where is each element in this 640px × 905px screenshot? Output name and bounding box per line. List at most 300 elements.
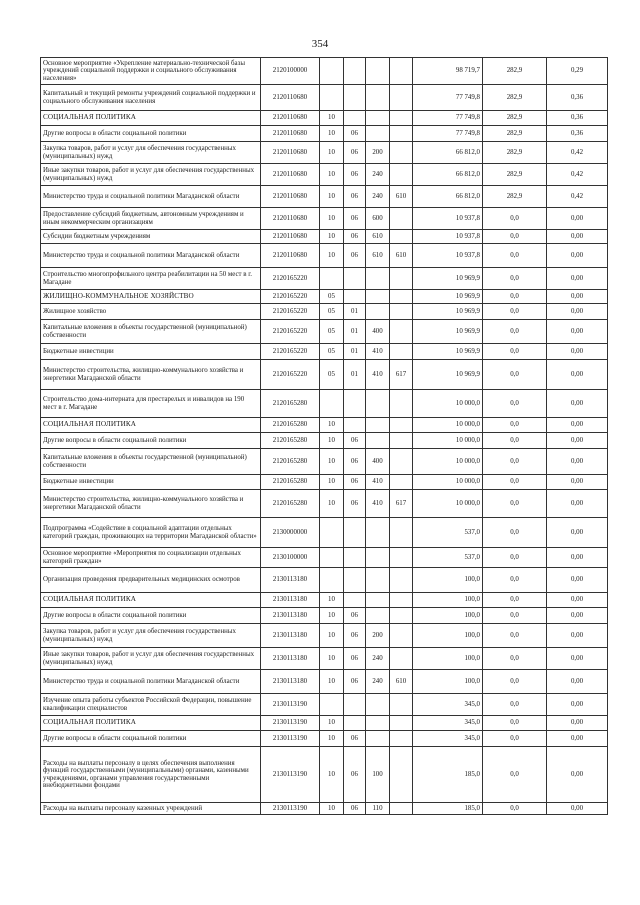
target-article-code: 2120110680 bbox=[261, 126, 320, 142]
target-article-code: 2120165220 bbox=[261, 290, 320, 304]
planned-amount: 345,0 bbox=[413, 731, 483, 747]
executed-amount: 282,9 bbox=[483, 164, 547, 186]
table-row bbox=[41, 244, 608, 268]
planned-amount: 345,0 bbox=[413, 694, 483, 716]
budget-table bbox=[40, 57, 608, 815]
executed-amount: 0,0 bbox=[483, 208, 547, 230]
table-row bbox=[41, 85, 608, 111]
row-name: Иные закупки товаров, работ и услуг для обеспечения государственных (муниципальных) нужд bbox=[41, 164, 261, 186]
executed-amount: 0,0 bbox=[483, 731, 547, 747]
subsection-code: 06 bbox=[344, 670, 366, 694]
subsection-code bbox=[344, 568, 366, 593]
row-name: Закупка товаров, работ и услуг для обеспечения государственных (муниципальных) нужд bbox=[41, 142, 261, 164]
administrator-code bbox=[390, 390, 413, 418]
expense-type-code: 410 bbox=[366, 344, 390, 360]
table-row bbox=[41, 518, 608, 548]
executed-amount: 0,0 bbox=[483, 624, 547, 648]
table-row bbox=[41, 608, 608, 624]
planned-amount: 66 812,0 bbox=[413, 142, 483, 164]
execution-percent: 0,00 bbox=[547, 593, 608, 608]
section-code: 10 bbox=[320, 593, 344, 608]
execution-percent: 0,42 bbox=[547, 186, 608, 208]
expense-type-code bbox=[366, 433, 390, 449]
execution-percent: 0,42 bbox=[547, 142, 608, 164]
expense-type-code: 200 bbox=[366, 624, 390, 648]
executed-amount: 0,0 bbox=[483, 268, 547, 290]
section-code: 10 bbox=[320, 670, 344, 694]
planned-amount: 100,0 bbox=[413, 670, 483, 694]
executed-amount: 0,0 bbox=[483, 670, 547, 694]
administrator-code bbox=[390, 142, 413, 164]
table-row bbox=[41, 648, 608, 670]
administrator-code bbox=[390, 608, 413, 624]
expense-type-code bbox=[366, 304, 390, 320]
subsection-code: 01 bbox=[344, 304, 366, 320]
subsection-code: 06 bbox=[344, 186, 366, 208]
row-name: Строительство многопрофильного центра реабилитации на 50 мест в г. Магадане bbox=[41, 268, 261, 290]
planned-amount: 10 969,9 bbox=[413, 344, 483, 360]
administrator-code bbox=[390, 475, 413, 490]
table-row bbox=[41, 390, 608, 418]
section-code: 10 bbox=[320, 244, 344, 268]
target-article-code: 2130113190 bbox=[261, 694, 320, 716]
executed-amount: 282,9 bbox=[483, 85, 547, 111]
expense-type-code: 240 bbox=[366, 164, 390, 186]
target-article-code: 2120110680 bbox=[261, 244, 320, 268]
administrator-code bbox=[390, 344, 413, 360]
planned-amount: 98 719,7 bbox=[413, 58, 483, 85]
subsection-code: 01 bbox=[344, 344, 366, 360]
execution-percent: 0,36 bbox=[547, 126, 608, 142]
expense-type-code bbox=[366, 390, 390, 418]
planned-amount: 345,0 bbox=[413, 716, 483, 731]
executed-amount: 0,0 bbox=[483, 244, 547, 268]
execution-percent: 0,00 bbox=[547, 360, 608, 390]
section-code: 10 bbox=[320, 747, 344, 803]
execution-percent: 0,00 bbox=[547, 230, 608, 244]
executed-amount: 0,0 bbox=[483, 304, 547, 320]
executed-amount: 0,0 bbox=[483, 475, 547, 490]
administrator-code: 610 bbox=[390, 670, 413, 694]
row-name: СОЦИАЛЬНАЯ ПОЛИТИКА bbox=[41, 111, 261, 126]
target-article-code: 2120165280 bbox=[261, 390, 320, 418]
section-code: 10 bbox=[320, 418, 344, 433]
target-article-code: 2120110680 bbox=[261, 186, 320, 208]
table-row bbox=[41, 320, 608, 344]
row-name: Министерство труда и социальной политики Магаданской области bbox=[41, 186, 261, 208]
row-name: Капитальные вложения в объекты государственной (муниципальной) собственности bbox=[41, 320, 261, 344]
section-code bbox=[320, 85, 344, 111]
planned-amount: 10 969,9 bbox=[413, 320, 483, 344]
execution-percent: 0,00 bbox=[547, 290, 608, 304]
executed-amount: 0,0 bbox=[483, 608, 547, 624]
table-row bbox=[41, 360, 608, 390]
section-code: 10 bbox=[320, 490, 344, 518]
section-code: 10 bbox=[320, 164, 344, 186]
table-row bbox=[41, 268, 608, 290]
administrator-code bbox=[390, 111, 413, 126]
table-row bbox=[41, 568, 608, 593]
section-code: 10 bbox=[320, 608, 344, 624]
table-row bbox=[41, 126, 608, 142]
section-code: 05 bbox=[320, 344, 344, 360]
subsection-code bbox=[344, 694, 366, 716]
subsection-code: 06 bbox=[344, 475, 366, 490]
table-row bbox=[41, 747, 608, 803]
subsection-code: 06 bbox=[344, 490, 366, 518]
target-article-code: 2120110680 bbox=[261, 111, 320, 126]
planned-amount: 66 812,0 bbox=[413, 164, 483, 186]
planned-amount: 10 000,0 bbox=[413, 475, 483, 490]
execution-percent: 0,00 bbox=[547, 320, 608, 344]
planned-amount: 10 937,8 bbox=[413, 230, 483, 244]
subsection-code: 06 bbox=[344, 803, 366, 815]
executed-amount: 0,0 bbox=[483, 449, 547, 475]
expense-type-code: 600 bbox=[366, 208, 390, 230]
executed-amount: 0,0 bbox=[483, 548, 547, 568]
row-name: ЖИЛИЩНО-КОММУНАЛЬНОЕ ХОЗЯЙСТВО bbox=[41, 290, 261, 304]
section-code: 10 bbox=[320, 186, 344, 208]
execution-percent: 0,00 bbox=[547, 390, 608, 418]
subsection-code: 06 bbox=[344, 433, 366, 449]
expense-type-code bbox=[366, 290, 390, 304]
execution-percent: 0,00 bbox=[547, 694, 608, 716]
section-code: 05 bbox=[320, 290, 344, 304]
administrator-code: 610 bbox=[390, 186, 413, 208]
expense-type-code: 410 bbox=[366, 490, 390, 518]
subsection-code bbox=[344, 85, 366, 111]
planned-amount: 10 969,9 bbox=[413, 290, 483, 304]
subsection-code: 06 bbox=[344, 244, 366, 268]
target-article-code: 2130000000 bbox=[261, 518, 320, 548]
execution-percent: 0,00 bbox=[547, 648, 608, 670]
section-code: 10 bbox=[320, 111, 344, 126]
executed-amount: 0,0 bbox=[483, 390, 547, 418]
target-article-code: 2120165220 bbox=[261, 304, 320, 320]
executed-amount: 0,0 bbox=[483, 694, 547, 716]
executed-amount: 0,0 bbox=[483, 518, 547, 548]
table-row bbox=[41, 475, 608, 490]
section-code bbox=[320, 548, 344, 568]
administrator-code bbox=[390, 518, 413, 548]
planned-amount: 10 000,0 bbox=[413, 490, 483, 518]
execution-percent: 0,00 bbox=[547, 433, 608, 449]
table-row bbox=[41, 111, 608, 126]
expense-type-code bbox=[366, 548, 390, 568]
section-code: 05 bbox=[320, 320, 344, 344]
target-article-code: 2120110680 bbox=[261, 85, 320, 111]
execution-percent: 0,00 bbox=[547, 716, 608, 731]
subsection-code: 06 bbox=[344, 230, 366, 244]
subsection-code bbox=[344, 716, 366, 731]
table-row bbox=[41, 164, 608, 186]
execution-percent: 0,00 bbox=[547, 518, 608, 548]
expense-type-code bbox=[366, 85, 390, 111]
planned-amount: 77 749,8 bbox=[413, 126, 483, 142]
executed-amount: 0,0 bbox=[483, 230, 547, 244]
target-article-code: 2130113180 bbox=[261, 568, 320, 593]
row-name: Капитальные вложения в объекты государственной (муниципальной) собственности bbox=[41, 449, 261, 475]
row-name: Расходы на выплаты персоналу казенных учреждений bbox=[41, 803, 261, 815]
table-row bbox=[41, 731, 608, 747]
planned-amount: 10 000,0 bbox=[413, 433, 483, 449]
execution-percent: 0,00 bbox=[547, 803, 608, 815]
planned-amount: 100,0 bbox=[413, 624, 483, 648]
section-code: 10 bbox=[320, 142, 344, 164]
target-article-code: 2120165280 bbox=[261, 418, 320, 433]
executed-amount: 0,0 bbox=[483, 360, 547, 390]
executed-amount: 0,0 bbox=[483, 648, 547, 670]
section-code bbox=[320, 268, 344, 290]
execution-percent: 0,00 bbox=[547, 568, 608, 593]
administrator-code bbox=[390, 126, 413, 142]
expense-type-code: 410 bbox=[366, 475, 390, 490]
execution-percent: 0,00 bbox=[547, 244, 608, 268]
table-row bbox=[41, 142, 608, 164]
subsection-code bbox=[344, 593, 366, 608]
section-code bbox=[320, 390, 344, 418]
administrator-code bbox=[390, 803, 413, 815]
administrator-code bbox=[390, 747, 413, 803]
expense-type-code bbox=[366, 593, 390, 608]
subsection-code bbox=[344, 418, 366, 433]
expense-type-code: 400 bbox=[366, 449, 390, 475]
subsection-code: 06 bbox=[344, 164, 366, 186]
expense-type-code: 240 bbox=[366, 670, 390, 694]
target-article-code: 2130113190 bbox=[261, 716, 320, 731]
section-code: 05 bbox=[320, 304, 344, 320]
row-name: Капитальный и текущий ремонты учреждений социальной поддержки и социального обслуживания населения bbox=[41, 85, 261, 111]
row-name: СОЦИАЛЬНАЯ ПОЛИТИКА bbox=[41, 716, 261, 731]
administrator-code: 617 bbox=[390, 360, 413, 390]
administrator-code bbox=[390, 731, 413, 747]
table-row bbox=[41, 230, 608, 244]
row-name: Строительство дома-интерната для престарелых и инвалидов на 190 мест в г. Магадане bbox=[41, 390, 261, 418]
administrator-code bbox=[390, 164, 413, 186]
section-code bbox=[320, 694, 344, 716]
subsection-code: 01 bbox=[344, 320, 366, 344]
administrator-code bbox=[390, 320, 413, 344]
section-code: 10 bbox=[320, 126, 344, 142]
executed-amount: 0,0 bbox=[483, 433, 547, 449]
section-code: 10 bbox=[320, 648, 344, 670]
execution-percent: 0,00 bbox=[547, 304, 608, 320]
executed-amount: 0,0 bbox=[483, 490, 547, 518]
expense-type-code: 240 bbox=[366, 186, 390, 208]
target-article-code: 2120100000 bbox=[261, 58, 320, 85]
executed-amount: 0,0 bbox=[483, 320, 547, 344]
execution-percent: 0,00 bbox=[547, 731, 608, 747]
table-row bbox=[41, 593, 608, 608]
planned-amount: 100,0 bbox=[413, 608, 483, 624]
expense-type-code bbox=[366, 608, 390, 624]
row-name: Основное мероприятие «Укрепление материально-технической базы учреждений социальной поддержки и социального обслуживания населения» bbox=[41, 58, 261, 85]
section-code bbox=[320, 58, 344, 85]
row-name: СОЦИАЛЬНАЯ ПОЛИТИКА bbox=[41, 418, 261, 433]
executed-amount: 0,0 bbox=[483, 593, 547, 608]
section-code bbox=[320, 568, 344, 593]
expense-type-code: 110 bbox=[366, 803, 390, 815]
subsection-code: 06 bbox=[344, 608, 366, 624]
section-code: 10 bbox=[320, 624, 344, 648]
target-article-code: 2120165220 bbox=[261, 268, 320, 290]
target-article-code: 2120110680 bbox=[261, 208, 320, 230]
planned-amount: 10 000,0 bbox=[413, 390, 483, 418]
administrator-code bbox=[390, 648, 413, 670]
planned-amount: 185,0 bbox=[413, 803, 483, 815]
target-article-code: 2130113180 bbox=[261, 670, 320, 694]
table-row bbox=[41, 290, 608, 304]
row-name: Подпрограмма «Содействие в социальной адаптации отдельных категорий граждан, проживающих на территории Магаданской области» bbox=[41, 518, 261, 548]
expense-type-code bbox=[366, 268, 390, 290]
planned-amount: 10 937,8 bbox=[413, 244, 483, 268]
executed-amount: 0,0 bbox=[483, 290, 547, 304]
row-name: Основное мероприятие «Мероприятия по социализации отдельных категорий граждан» bbox=[41, 548, 261, 568]
subsection-code: 06 bbox=[344, 747, 366, 803]
row-name: Министерство строительства, жилищно-коммунального хозяйства и энергетики Магаданской области bbox=[41, 360, 261, 390]
planned-amount: 10 000,0 bbox=[413, 449, 483, 475]
target-article-code: 2130113180 bbox=[261, 593, 320, 608]
target-article-code: 2130113180 bbox=[261, 608, 320, 624]
row-name: Другие вопросы в области социальной политики bbox=[41, 433, 261, 449]
planned-amount: 100,0 bbox=[413, 648, 483, 670]
executed-amount: 0,0 bbox=[483, 747, 547, 803]
expense-type-code bbox=[366, 568, 390, 593]
row-name: Другие вопросы в области социальной политики bbox=[41, 608, 261, 624]
planned-amount: 537,0 bbox=[413, 518, 483, 548]
row-name: Закупка товаров, работ и услуг для обеспечения государственных (муниципальных) нужд bbox=[41, 624, 261, 648]
target-article-code: 2120165280 bbox=[261, 490, 320, 518]
section-code: 10 bbox=[320, 208, 344, 230]
administrator-code bbox=[390, 433, 413, 449]
executed-amount: 0,0 bbox=[483, 568, 547, 593]
subsection-code: 06 bbox=[344, 648, 366, 670]
planned-amount: 10 937,8 bbox=[413, 208, 483, 230]
row-name: Другие вопросы в области социальной политики bbox=[41, 731, 261, 747]
target-article-code: 2120165280 bbox=[261, 449, 320, 475]
table-row bbox=[41, 490, 608, 518]
table-row bbox=[41, 694, 608, 716]
expense-type-code: 610 bbox=[366, 230, 390, 244]
planned-amount: 77 749,8 bbox=[413, 111, 483, 126]
planned-amount: 10 000,0 bbox=[413, 418, 483, 433]
target-article-code: 2120165220 bbox=[261, 360, 320, 390]
execution-percent: 0,00 bbox=[547, 475, 608, 490]
page-number: 354 bbox=[311, 38, 329, 50]
target-article-code: 2120110680 bbox=[261, 230, 320, 244]
expense-type-code: 100 bbox=[366, 747, 390, 803]
expense-type-code bbox=[366, 716, 390, 731]
row-name: СОЦИАЛЬНАЯ ПОЛИТИКА bbox=[41, 593, 261, 608]
execution-percent: 0,36 bbox=[547, 111, 608, 126]
target-article-code: 2120110680 bbox=[261, 164, 320, 186]
subsection-code: 06 bbox=[344, 126, 366, 142]
subsection-code bbox=[344, 390, 366, 418]
planned-amount: 100,0 bbox=[413, 568, 483, 593]
section-code: 10 bbox=[320, 716, 344, 731]
target-article-code: 2130113180 bbox=[261, 624, 320, 648]
target-article-code: 2120165220 bbox=[261, 320, 320, 344]
planned-amount: 10 969,9 bbox=[413, 268, 483, 290]
execution-percent: 0,00 bbox=[547, 268, 608, 290]
administrator-code bbox=[390, 58, 413, 85]
execution-percent: 0,00 bbox=[547, 208, 608, 230]
execution-percent: 0,00 bbox=[547, 608, 608, 624]
executed-amount: 282,9 bbox=[483, 126, 547, 142]
planned-amount: 66 812,0 bbox=[413, 186, 483, 208]
table-row bbox=[41, 624, 608, 648]
administrator-code: 610 bbox=[390, 244, 413, 268]
planned-amount: 10 969,9 bbox=[413, 360, 483, 390]
target-article-code: 2130113190 bbox=[261, 731, 320, 747]
execution-percent: 0,00 bbox=[547, 449, 608, 475]
executed-amount: 282,9 bbox=[483, 142, 547, 164]
administrator-code bbox=[390, 208, 413, 230]
subsection-code: 06 bbox=[344, 142, 366, 164]
execution-percent: 0,42 bbox=[547, 164, 608, 186]
planned-amount: 100,0 bbox=[413, 593, 483, 608]
row-name: Субсидии бюджетным учреждениям bbox=[41, 230, 261, 244]
planned-amount: 185,0 bbox=[413, 747, 483, 803]
expense-type-code: 610 bbox=[366, 244, 390, 268]
execution-percent: 0,00 bbox=[547, 747, 608, 803]
subsection-code bbox=[344, 290, 366, 304]
target-article-code: 2130113190 bbox=[261, 747, 320, 803]
subsection-code bbox=[344, 518, 366, 548]
target-article-code: 2120165280 bbox=[261, 475, 320, 490]
expense-type-code bbox=[366, 58, 390, 85]
execution-percent: 0,00 bbox=[547, 490, 608, 518]
executed-amount: 282,9 bbox=[483, 186, 547, 208]
administrator-code bbox=[390, 694, 413, 716]
administrator-code: 617 bbox=[390, 490, 413, 518]
table-row bbox=[41, 716, 608, 731]
subsection-code: 06 bbox=[344, 624, 366, 648]
section-code: 10 bbox=[320, 803, 344, 815]
row-name: Бюджетные инвестиции bbox=[41, 344, 261, 360]
expense-type-code: 200 bbox=[366, 142, 390, 164]
expense-type-code bbox=[366, 126, 390, 142]
section-code: 10 bbox=[320, 433, 344, 449]
row-name: Организация проведения предварительных медицинских осмотров bbox=[41, 568, 261, 593]
administrator-code bbox=[390, 624, 413, 648]
row-name: Министерство строительства, жилищно-коммунального хозяйства и энергетики Магаданской области bbox=[41, 490, 261, 518]
execution-percent: 0,00 bbox=[547, 624, 608, 648]
table-row bbox=[41, 803, 608, 815]
subsection-code bbox=[344, 268, 366, 290]
row-name: Министерство труда и социальной политики Магаданской области bbox=[41, 670, 261, 694]
table-row bbox=[41, 670, 608, 694]
executed-amount: 282,9 bbox=[483, 111, 547, 126]
row-name: Жилищное хозяйство bbox=[41, 304, 261, 320]
administrator-code bbox=[390, 716, 413, 731]
subsection-code bbox=[344, 111, 366, 126]
execution-percent: 0,00 bbox=[547, 344, 608, 360]
table-row bbox=[41, 58, 608, 85]
planned-amount: 10 969,9 bbox=[413, 304, 483, 320]
execution-percent: 0,36 bbox=[547, 85, 608, 111]
planned-amount: 77 749,8 bbox=[413, 85, 483, 111]
administrator-code bbox=[390, 593, 413, 608]
administrator-code bbox=[390, 548, 413, 568]
subsection-code: 01 bbox=[344, 360, 366, 390]
executed-amount: 282,9 bbox=[483, 58, 547, 85]
table-row bbox=[41, 548, 608, 568]
execution-percent: 0,00 bbox=[547, 418, 608, 433]
section-code: 10 bbox=[320, 731, 344, 747]
execution-percent: 0,00 bbox=[547, 670, 608, 694]
table-row bbox=[41, 433, 608, 449]
